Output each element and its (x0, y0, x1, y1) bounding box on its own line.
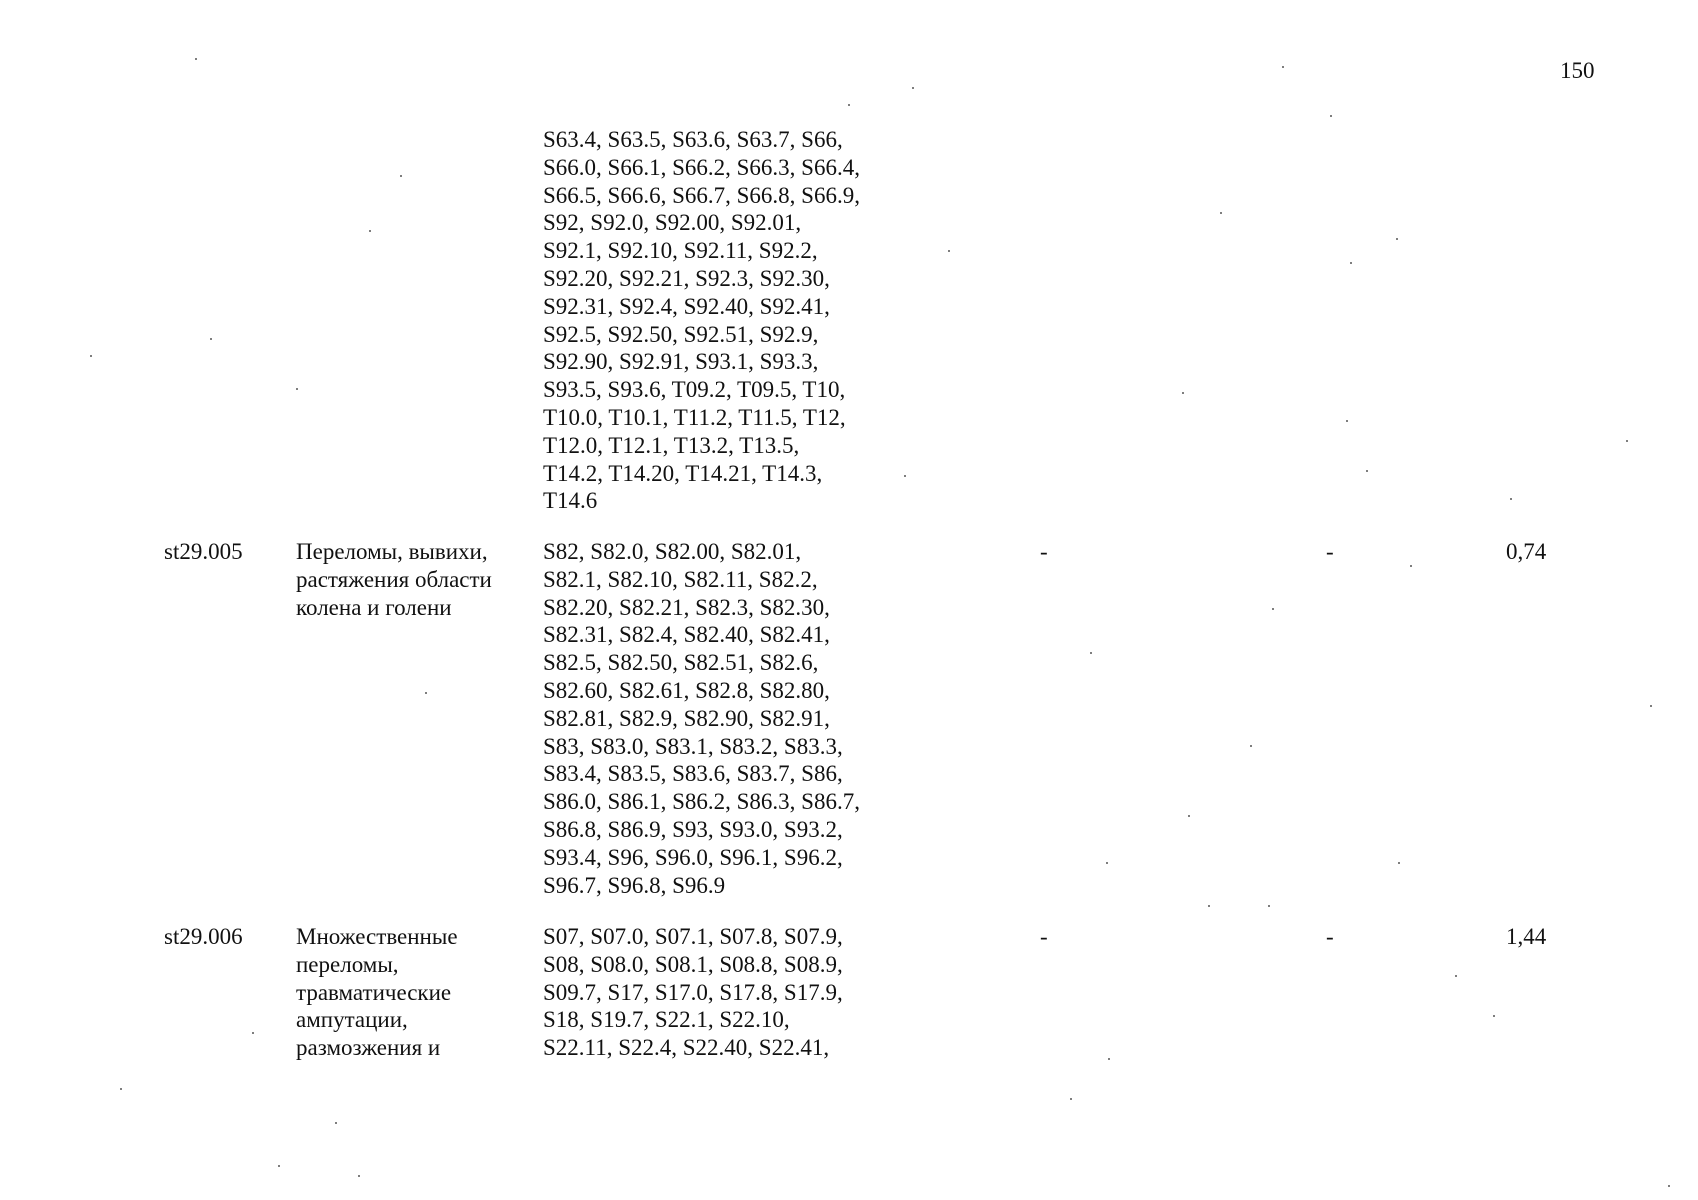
column-a-cell: - (1040, 539, 1048, 564)
icd-codes-cell: S63.4, S63.5, S63.6, S63.7, S66, S66.0, S66.1, S66.2, S66.3, S66.4, S66.5, S66.6, S66.7, S66.8, S66.9, S92, S92.0, S92.00, S92.01, S92.1, S92.10, S92.11, S92.2, S92.20, S92.21, S92.3, S92.30, S92.31, S92.4, S92.40, S92.41, S92.5, S92.50, S92.51, S92.9, S92.90, S92.91, S93.1, S93.3, S93.5, S93.6, T09.2, T09.5, T10, T10.0, T10.1, T11.2, T11.5, T12, T12.0, T12.1, T13.2, T13.5, T14.2, T14.20, T14.21, T14.3, T14.6 (543, 127, 860, 514)
speck (1108, 1058, 1110, 1060)
speck (296, 388, 298, 390)
speck (1106, 862, 1108, 864)
speck (1510, 498, 1512, 500)
speck (1493, 1015, 1495, 1017)
icd-codes-cell: S82, S82.0, S82.00, S82.01, S82.1, S82.10, S82.11, S82.2, S82.20, S82.21, S82.3, S82.30, S82.31, S82.4, S82.40, S82.41, S82.5, S82.50, S82.51, S82.6, S82.60, S82.61, S82.8, S82.80, S82.81, S82.9, S82.90, S82.91, S83, S83.0, S83.1, S83.2, S83.3, S83.4, S83.5, S83.6, S83.7, S86, S86.0, S86.1, S86.2, S86.3, S86.7, S86.8, S86.9, S93, S93.0, S93.2, S93.4, S96, S96.0, S96.1, S96.2, S96.7, S96.8, S96.9 (543, 539, 860, 898)
speck (195, 58, 197, 60)
speck (1090, 652, 1092, 654)
speck (358, 1175, 360, 1177)
icd-codes-cell: S07, S07.0, S07.1, S07.8, S07.9, S08, S08.0, S08.1, S08.8, S08.9, S09.7, S17, S17.0, S17.8, S17.9, S18, S19.7, S22.1, S22.10, S22.11, S22.4, S22.40, S22.41, (543, 924, 843, 1061)
speck (1070, 1098, 1072, 1100)
speck (1220, 212, 1222, 214)
speck (1330, 115, 1332, 117)
speck (210, 338, 212, 340)
speck (335, 1122, 337, 1124)
coefficient-cell: 0,74 (1506, 539, 1547, 564)
speck (904, 475, 906, 477)
row-name-cell: Множественные переломы, травматические ампутации, размозжения и (296, 924, 458, 1061)
column-b-cell: - (1326, 924, 1334, 949)
speck (1626, 440, 1628, 442)
speck (1182, 392, 1184, 394)
speck (1282, 66, 1284, 68)
column-a-cell: - (1040, 924, 1048, 949)
speck (369, 230, 371, 232)
speck (1668, 1185, 1670, 1187)
row-name-cell: Переломы, вывихи, растяжения области колена и голени (296, 539, 492, 620)
speck (1346, 420, 1348, 422)
speck (90, 355, 92, 357)
speck (1272, 608, 1274, 610)
speck (278, 1165, 280, 1167)
speck (1410, 565, 1412, 567)
speck (1188, 815, 1190, 817)
speck (948, 250, 950, 252)
speck (1396, 238, 1398, 240)
coefficient-cell: 1,44 (1506, 924, 1547, 949)
speck (1366, 470, 1368, 472)
speck (848, 104, 850, 106)
speck (1455, 975, 1457, 977)
speck (1208, 905, 1210, 907)
row-code-cell: st29.006 (164, 924, 243, 949)
speck (1268, 905, 1270, 907)
speck (1398, 862, 1400, 864)
speck (425, 692, 427, 694)
speck (1650, 705, 1652, 707)
speck (1250, 745, 1252, 747)
speck (1350, 262, 1352, 264)
speck (120, 1088, 122, 1090)
column-b-cell: - (1326, 539, 1334, 564)
row-code-cell: st29.005 (164, 539, 243, 564)
page-number: 150 (1560, 58, 1595, 83)
speck (400, 175, 402, 177)
speck (912, 87, 914, 89)
speck (252, 1032, 254, 1034)
